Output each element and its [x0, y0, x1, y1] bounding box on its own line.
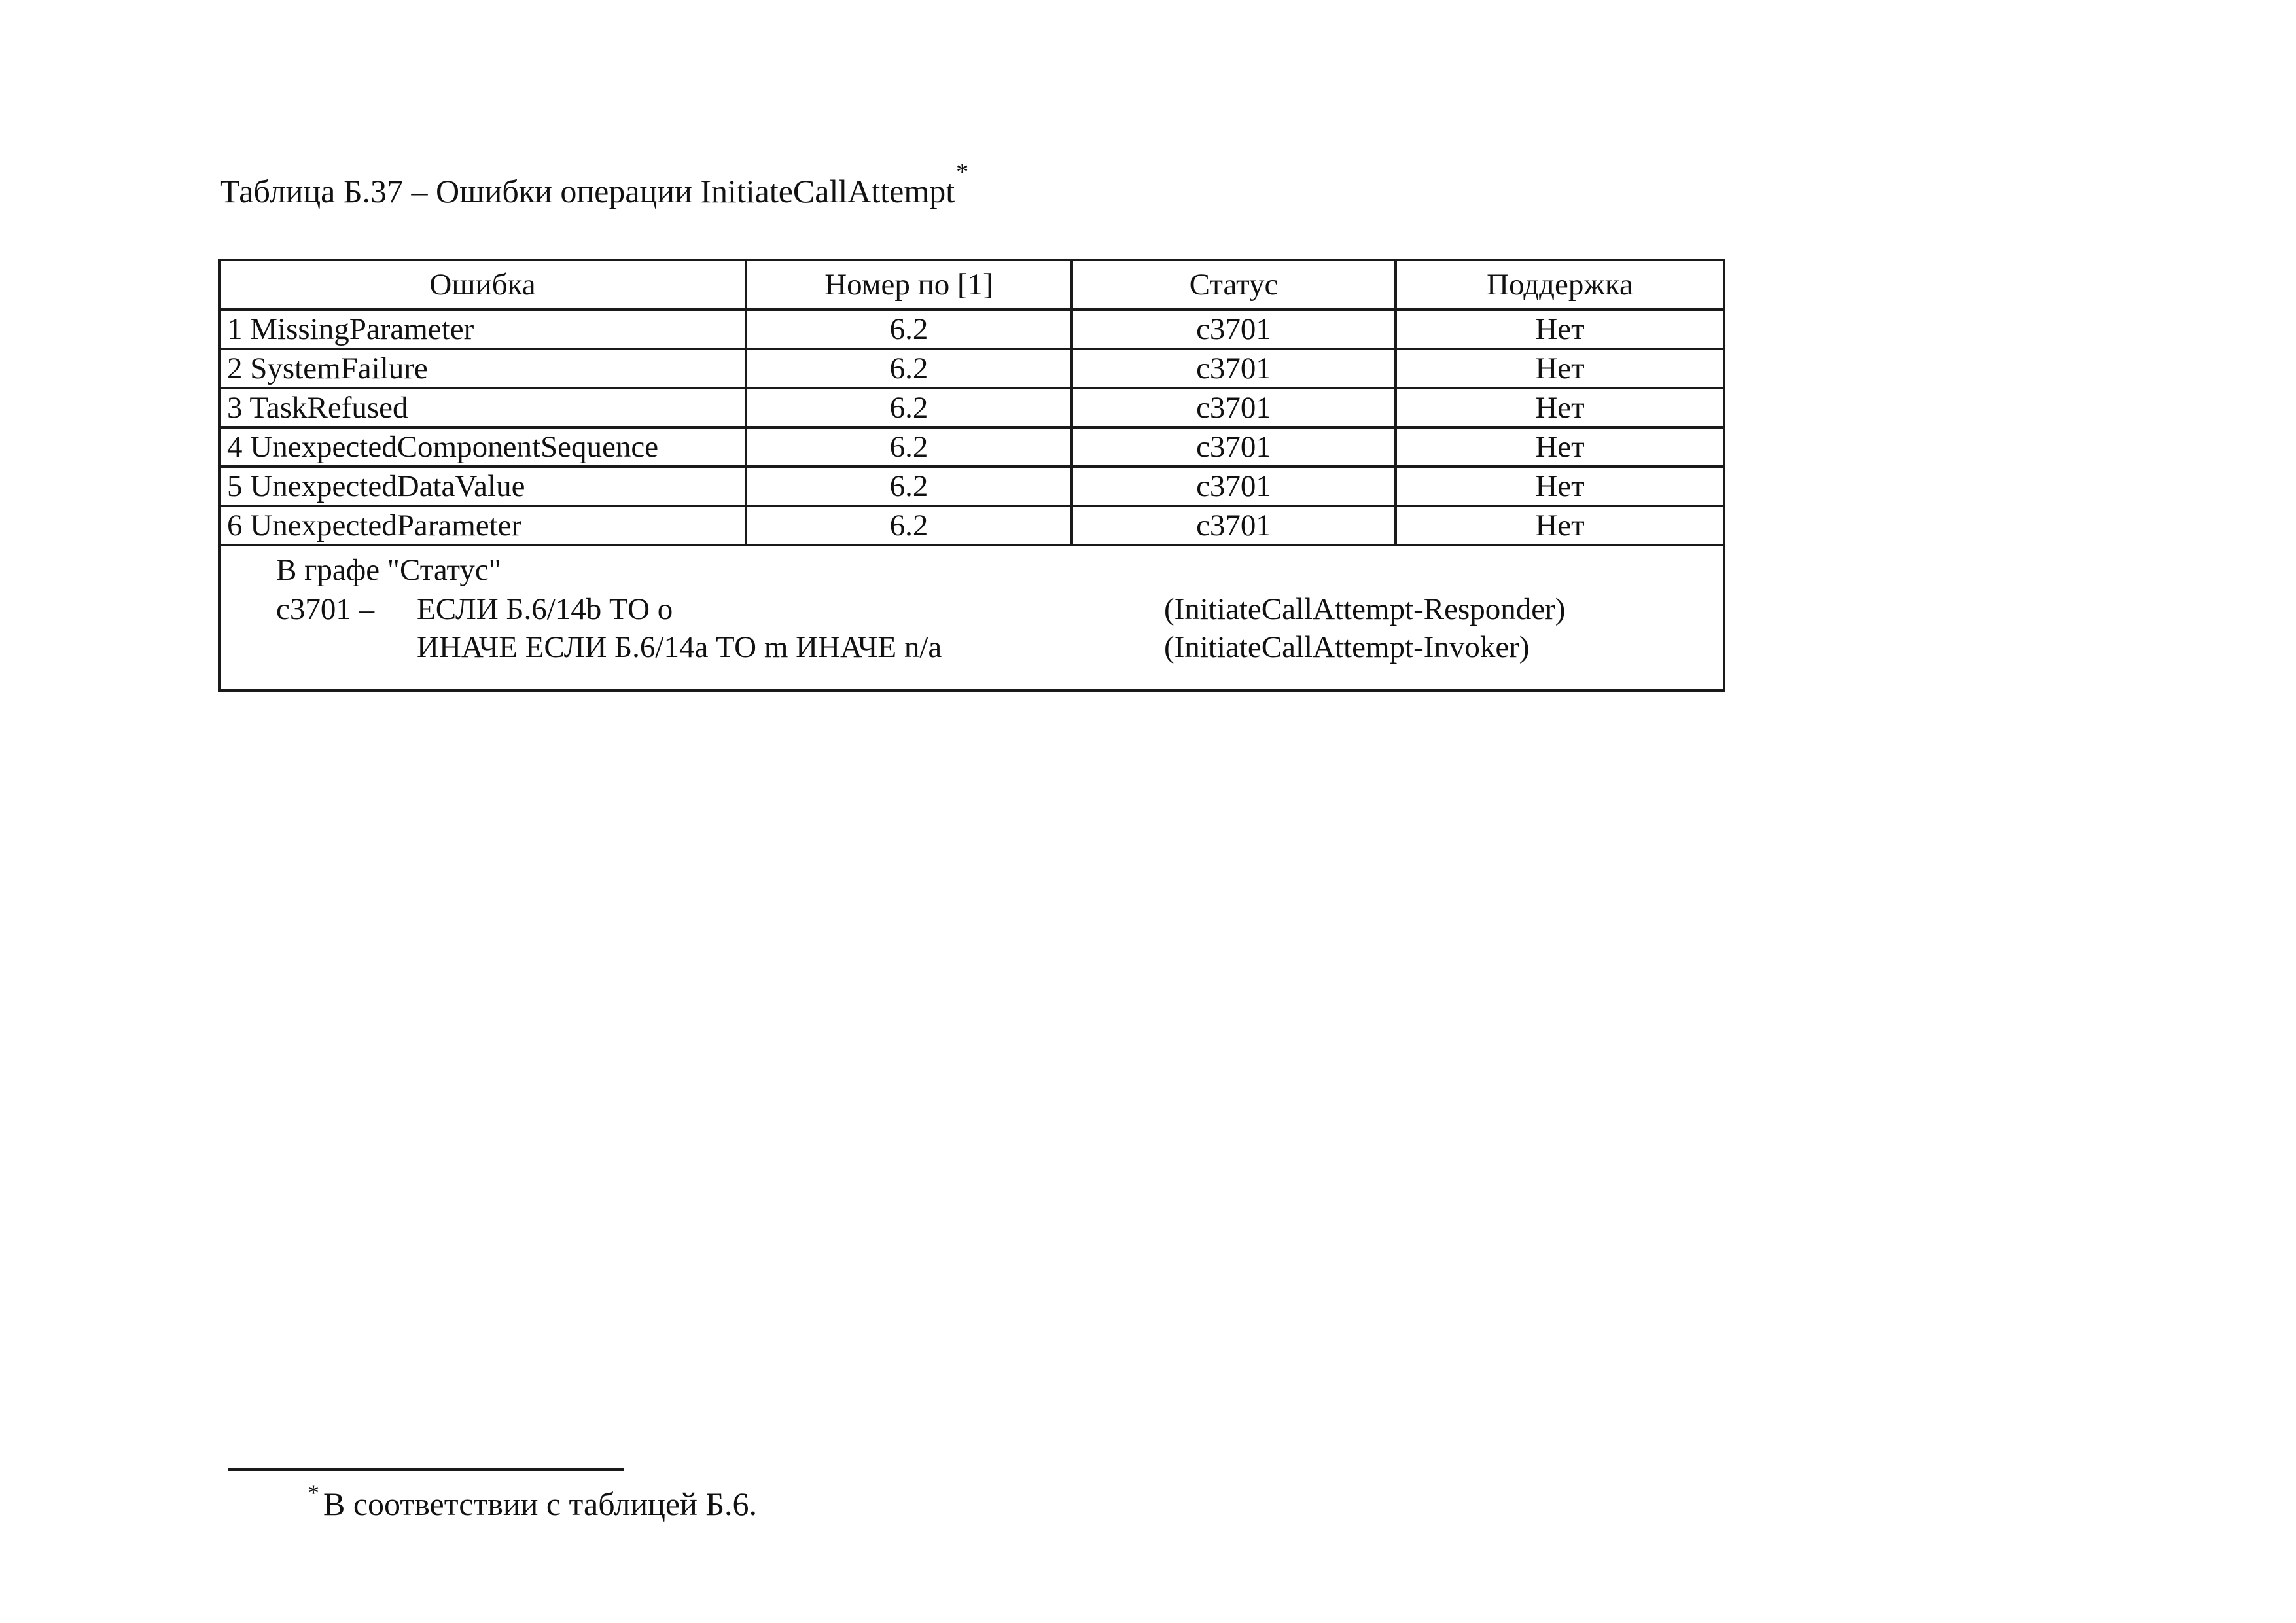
error-name-cell: 1 MissingParameter — [219, 310, 746, 349]
table-note-row — [219, 545, 1724, 690]
footnote-divider — [228, 1468, 624, 1471]
number-cell: 6.2 — [746, 506, 1072, 545]
status-cell: c3701 — [1072, 388, 1396, 427]
status-note-code: c3701 – — [276, 592, 375, 626]
table-row — [219, 427, 1724, 467]
footnote-marker: * — [308, 1480, 319, 1506]
errors-table — [218, 259, 1725, 692]
support-cell: Нет — [1396, 467, 1724, 506]
footnote-reference-marker: * — [956, 158, 969, 186]
status-note-role-invoker: (InitiateCallAttempt-Invoker) — [1164, 630, 1530, 664]
column-header-status: Статус — [1072, 260, 1396, 310]
column-header-error: Ошибка — [219, 260, 746, 310]
table-caption — [220, 158, 969, 214]
support-cell: Нет — [1396, 310, 1724, 349]
number-cell: 6.2 — [746, 467, 1072, 506]
number-cell: 6.2 — [746, 388, 1072, 427]
table-row — [219, 310, 1724, 349]
status-note-role-responder: (InitiateCallAttempt-Responder) — [1164, 592, 1566, 626]
column-header-support: Поддержка — [1396, 260, 1724, 310]
support-cell: Нет — [1396, 388, 1724, 427]
error-name-cell: 4 UnexpectedComponentSequence — [219, 427, 746, 467]
error-name-cell: 5 UnexpectedDataValue — [219, 467, 746, 506]
status-cell: c3701 — [1072, 349, 1396, 388]
status-note-condition-2: ИНАЧЕ ЕСЛИ Б.6/14a ТО m ИНАЧЕ n/a — [417, 630, 942, 664]
table-row — [219, 349, 1724, 388]
number-cell: 6.2 — [746, 310, 1072, 349]
status-note-title: В графе "Статус" — [276, 553, 501, 587]
error-name-cell: 6 UnexpectedParameter — [219, 506, 746, 545]
table-row — [219, 506, 1724, 545]
status-cell: c3701 — [1072, 506, 1396, 545]
error-name-cell: 2 SystemFailure — [219, 349, 746, 388]
error-name-cell: 3 TaskRefused — [219, 388, 746, 427]
table-caption-text: Таблица Б.37 – Ошибки операции InitiateCallAttempt — [220, 173, 955, 209]
status-cell: c3701 — [1072, 427, 1396, 467]
support-cell: Нет — [1396, 427, 1724, 467]
table-header-row — [219, 260, 1724, 310]
status-cell: c3701 — [1072, 310, 1396, 349]
column-header-number: Номер по [1] — [746, 260, 1072, 310]
number-cell: 6.2 — [746, 349, 1072, 388]
footnote — [308, 1480, 758, 1527]
support-cell: Нет — [1396, 506, 1724, 545]
status-cell: c3701 — [1072, 467, 1396, 506]
status-note-condition-1: ЕСЛИ Б.6/14b ТО o — [417, 592, 673, 626]
number-cell: 6.2 — [746, 427, 1072, 467]
table-row — [219, 388, 1724, 427]
support-cell: Нет — [1396, 349, 1724, 388]
footnote-text: В соответствии с таблицей Б.6. — [323, 1486, 758, 1522]
status-note-cell — [219, 545, 1724, 690]
table-row — [219, 467, 1724, 506]
